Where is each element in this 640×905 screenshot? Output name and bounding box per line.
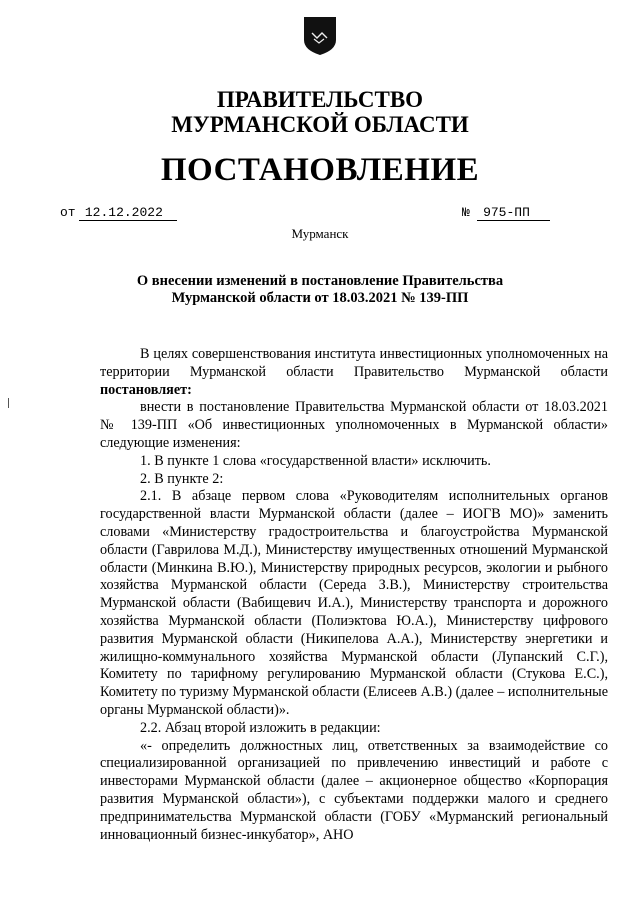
paragraph-item-2-1: 2.1. В абзаце первом слова «Руководителям исполнительных органов государственной власти Мурманской области (далее – ИОГВ МО)» заменить словами «Министерству градостроительства и благоустройства Мурманской области (Гаврилова М.Д.), Министерству имущественных отношений Мурманской области (Минкина В.Ю.), Министерству природных ресурсов, экологии и рыбного хозяйства Мурманской области (Середа З.В.), Министерству строительства Мурманской области (Вабищевич И.А.), Министерству транспорта и дорожного хозяйства Мурманской области (Полиэктова Ю.А.), Министерству цифрового развития Мурманской области (Никипелова А.А.), Министерству энергетики и жилищно-коммунального хозяйства Мурманской области (Лупанский С.Г.), Комитету по тарифному регулированию Мурманской области (Стукова Е.С.), Комитету по туризму Мурманской области (Елисеев А.В.) (далее – исполнительные органы Мурманской области)». (100, 488, 608, 718)
paragraph-quote: «- определить должностных лиц, ответственных за взаимодействие со специализированной организацией по привлечению инвестиций и работе с инвесторами Мурманской области (далее – акционерное общество «Корпорация развития Мурманской области»), с субъектами поддержки малого и среднего предпринимательства Мурманской области (ГОБУ «Мурманский региональный инновационный бизнес-инкубатор», АНО (100, 737, 608, 843)
paragraph-item-1: 1. В пункте 1 слова «государственной власти» исключить. (140, 452, 491, 469)
subject-line-2: Мурманской области от 18.03.2021 № 139-ПП (171, 290, 469, 306)
date-prefix: от (60, 205, 76, 220)
number-field (462, 204, 550, 221)
paragraph-item-2-2: 2.2. Абзац второй изложить в редакции: (140, 719, 381, 736)
city: Мурманск (291, 226, 349, 241)
date-field (60, 204, 177, 221)
coat-of-arms-icon (303, 16, 337, 56)
document-number: 975-ПП (477, 205, 550, 221)
organization-line-2: МУРМАНСКОЙ ОБЛАСТИ (171, 112, 469, 137)
preamble-text: В целях совершенствования института инвестиционных уполномоченных на территории Мурманской области Правительство Мурманской области (100, 346, 608, 380)
organization-line-1: ПРАВИТЕЛЬСТВО (216, 87, 424, 112)
document-body (100, 346, 608, 844)
document-date: 12.12.2022 (79, 205, 177, 221)
document-type: ПОСТАНОВЛЕНИЕ (160, 152, 480, 188)
preamble-resolution-word: постановляет: (100, 381, 192, 398)
paragraph-item-2: 2. В пункте 2: (140, 470, 224, 487)
margin-mark (8, 398, 9, 408)
number-prefix: № (462, 205, 470, 220)
paragraph-preamble (100, 346, 608, 399)
paragraph-amend: внести в постановление Правительства Мурманской области от 18.03.2021 № 139-ПП «Об инвестиционных уполномоченных в Мурманской области» следующие изменения: (100, 399, 608, 451)
document-subject (0, 273, 640, 307)
subject-line-1: О внесении изменений в постановление Правительства (136, 273, 504, 289)
